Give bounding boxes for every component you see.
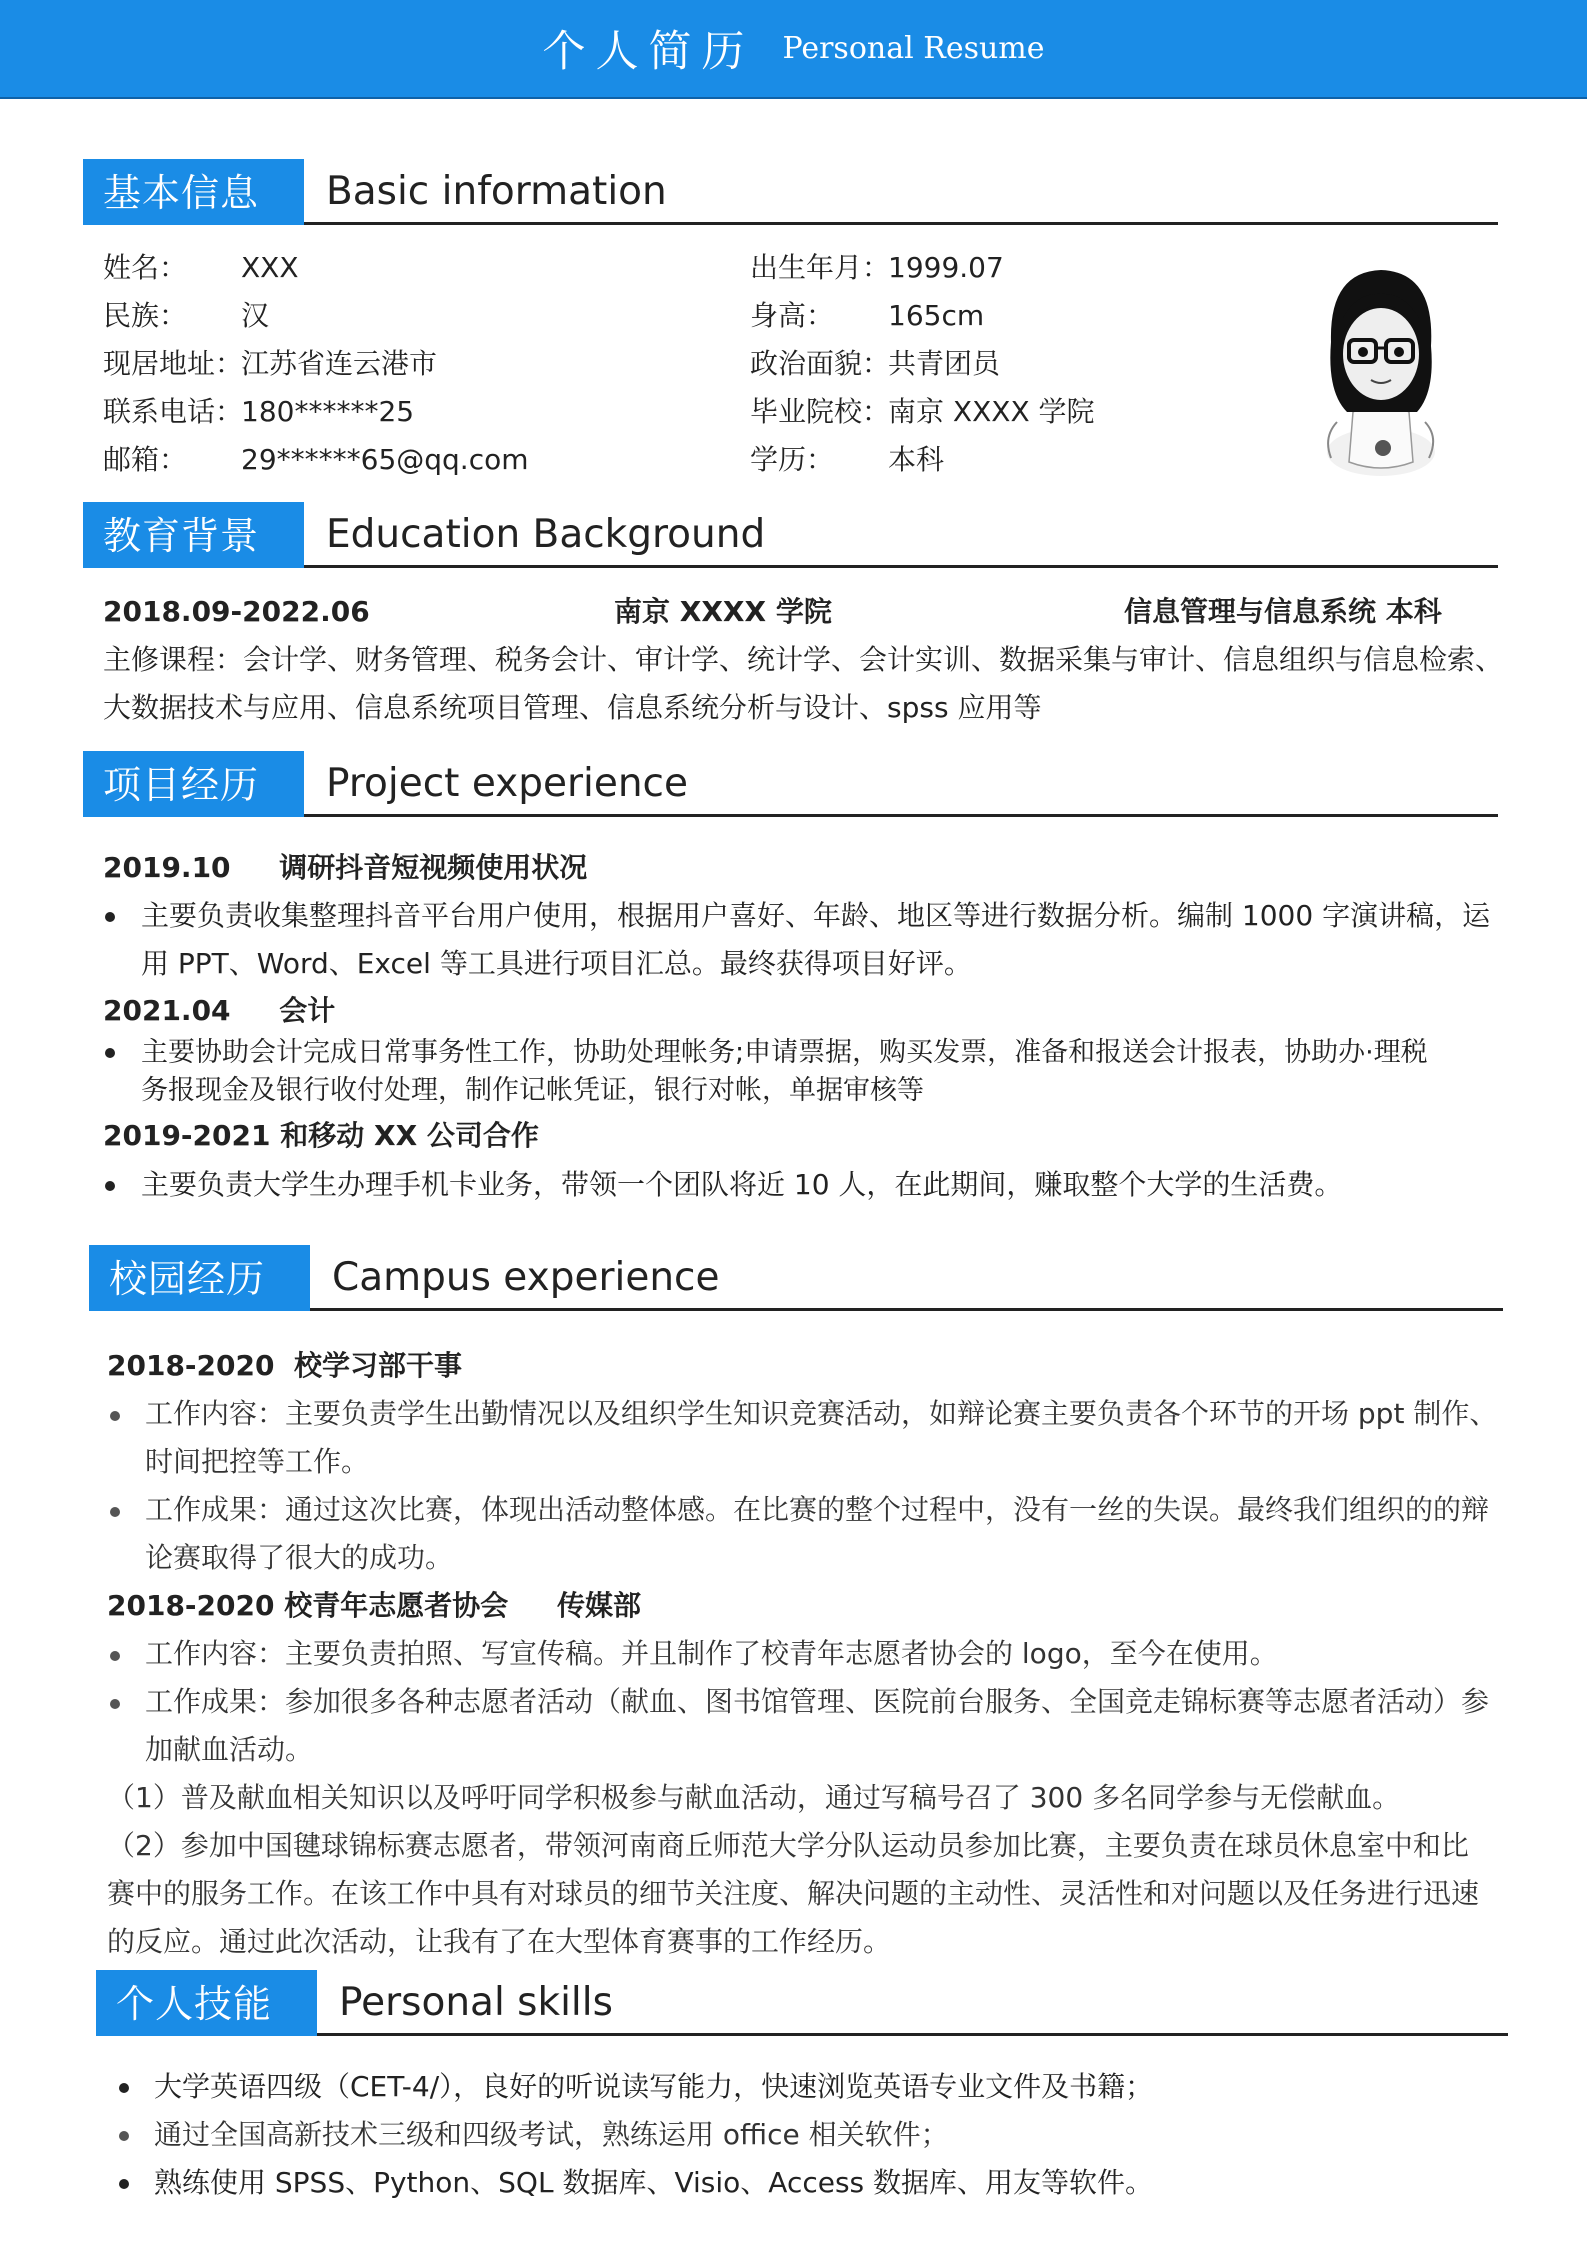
info-row (750, 250, 1004, 286)
info-value: XXX (241, 251, 299, 284)
project-title: 2019-2021 和移动 XX 公司合作 (103, 1119, 539, 1152)
campus-desc: 时间把控等工作。 (145, 1445, 370, 1478)
project-desc: 主要协助会计完成日常事务性工作，协助处理帐务;申请票据，购买发票，准备和报送会计报表，协助办·理税 (141, 1037, 1428, 1068)
bullet-icon (110, 1651, 120, 1661)
bullet-icon (119, 2179, 129, 2189)
section-title-en: Education Background (326, 512, 766, 557)
info-value: 本科 (888, 443, 945, 476)
campus-desc: 工作成果：参加很多各种志愿者活动（献血、图书馆管理、医院前台服务、全国竞走锦标赛等志愿者活动）参 (145, 1685, 1490, 1718)
info-value: 180******25 (241, 395, 415, 428)
bullet-icon (105, 912, 115, 922)
skill-item: 通过全国高新技术三级和四级考试，熟练运用 office 相关软件； (154, 2118, 949, 2151)
info-label: 毕业院校： (750, 395, 891, 428)
section-title-en: Project experience (326, 761, 688, 806)
project-desc: 务报现金及银行收付处理，制作记帐凭证，银行对帐，单据审核等 (141, 1075, 924, 1106)
info-label: 政治面貌： (750, 347, 891, 380)
info-value: 1999.07 (888, 251, 1004, 284)
info-label: 姓名： (103, 251, 188, 284)
info-row (750, 346, 1000, 382)
section-basic (83, 159, 1498, 225)
edu-period: 2018.09-2022.06 (103, 595, 370, 628)
project-desc: 主要负责大学生办理手机卡业务，带领一个团队将近 10 人，在此期间，赚取整个大学的生活费。 (141, 1168, 1343, 1201)
resume-title-en: Personal Resume (782, 31, 1045, 66)
section-tag: 个人技能 (96, 1970, 317, 2036)
section-tag: 基本信息 (83, 159, 304, 225)
section-education (83, 502, 1498, 568)
skill-item: 熟练使用 SPSS、Python、SQL 数据库、Visio、Access 数据库、用友等软件。 (154, 2166, 1154, 2199)
info-value: 汉 (241, 299, 270, 332)
project-desc: 用 PPT、Word、Excel 等工具进行项目汇总。最终获得项目好评。 (141, 947, 972, 980)
bullet-icon (119, 2131, 129, 2141)
campus-desc: 工作内容：主要负责拍照、写宣传稿。并且制作了校青年志愿者协会的 logo，至今在使用。 (145, 1637, 1278, 1670)
info-label: 民族： (103, 299, 188, 332)
info-row (750, 298, 984, 334)
bullet-icon (105, 1048, 115, 1058)
bullet-icon (110, 1411, 120, 1421)
info-row (750, 394, 1095, 430)
info-label: 学历： (750, 443, 835, 476)
info-label: 邮箱： (103, 443, 188, 476)
section-title-en: Basic information (326, 169, 667, 214)
project-desc: 主要负责收集整理抖音平台用户使用，根据用户喜好、年龄、地区等进行数据分析。编制 1000 字演讲稿，运 (141, 899, 1491, 932)
campus-note: （2）参加中国毽球锦标赛志愿者，带领河南商丘师范大学分队运动员参加比赛，主要负责在球员休息室中和比 (107, 1829, 1469, 1862)
campus-desc: 工作内容：主要负责学生出勤情况以及组织学生知识竞赛活动，如辩论赛主要负责各个环节的开场 ppt 制作、 (145, 1397, 1498, 1430)
campus-desc: 论赛取得了很大的成功。 (145, 1541, 454, 1574)
section-tag: 项目经历 (83, 751, 304, 817)
info-value: 南京 XXXX 学院 (888, 395, 1095, 428)
info-label: 身高： (750, 299, 835, 332)
campus-title: 2018-2020 校学习部干事 (107, 1349, 462, 1382)
project-title: 2021.04 会计 (103, 994, 336, 1027)
edu-courses-line: 主修课程：会计学、财务管理、税务会计、审计学、统计学、会计实训、数据采集与审计、信息组织与信息检索、 (103, 643, 1504, 676)
campus-desc: 加献血活动。 (145, 1733, 314, 1766)
campus-note: 赛中的服务工作。在该工作中具有对球员的细节关注度、解决问题的主动性、灵活性和对问题以及任务进行迅速 (107, 1877, 1480, 1910)
edu-major: 信息管理与信息系统 本科 (1124, 595, 1442, 628)
campus-title: 2018-2020 校青年志愿者协会 传媒部 (107, 1589, 641, 1622)
info-label: 联系电话： (103, 395, 244, 428)
edu-school: 南京 XXXX 学院 (614, 595, 832, 628)
edu-courses-line: 大数据技术与应用、信息系统项目管理、信息系统分析与设计、spss 应用等 (103, 691, 1042, 724)
info-row (103, 346, 437, 382)
info-row (103, 394, 414, 430)
section-project (83, 751, 1498, 817)
info-row (750, 442, 944, 478)
section-tag: 校园经历 (89, 1245, 310, 1311)
info-value: 165cm (888, 299, 985, 332)
bullet-icon (105, 1181, 115, 1191)
info-value: 江苏省连云港市 (241, 347, 438, 380)
bullet-icon (110, 1699, 120, 1709)
bullet-icon (110, 1507, 120, 1517)
skill-item: 大学英语四级（CET-4/），良好的听说读写能力，快速浏览英语专业文件及书籍； (154, 2070, 1154, 2103)
info-row (103, 442, 529, 478)
info-label: 现居地址： (103, 347, 244, 380)
section-campus (89, 1245, 1503, 1311)
info-label: 出生年月： (750, 251, 891, 284)
info-row (103, 298, 269, 334)
bullet-icon (119, 2083, 129, 2093)
info-row (103, 250, 299, 286)
campus-note: （1）普及献血相关知识以及呼吁同学积极参与献血活动，通过写稿号召了 300 多名同学参与无偿献血。 (107, 1781, 1401, 1814)
section-tag: 教育背景 (83, 502, 304, 568)
section-title-en: Personal skills (339, 1980, 613, 2025)
info-value: 共青团员 (888, 347, 1001, 380)
section-title-en: Campus experience (332, 1255, 720, 1300)
resume-title: 个人简历 (542, 27, 755, 77)
campus-desc: 工作成果：通过这次比赛，体现出活动整体感。在比赛的整个过程中，没有一丝的失误。最终我们组织的的辩 (145, 1493, 1490, 1526)
campus-note: 的反应。通过此次活动，让我有了在大型体育赛事的工作经历。 (107, 1925, 892, 1958)
header-bar (0, 0, 1587, 99)
info-value: 29******65@qq.com (241, 443, 529, 476)
section-skills (96, 1970, 1508, 2036)
project-title: 2019.10 调研抖音短视频使用状况 (103, 851, 588, 884)
avatar-photo (1313, 262, 1446, 480)
